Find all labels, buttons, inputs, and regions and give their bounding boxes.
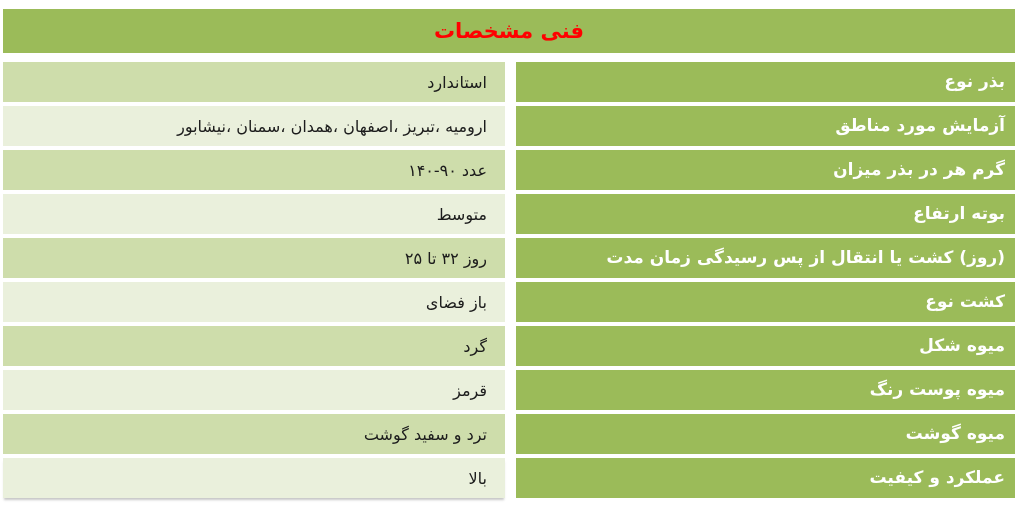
spec-rows bbox=[3, 62, 1015, 498]
spec-row bbox=[3, 238, 1015, 278]
spec-value-cell: قرمز bbox=[3, 370, 505, 410]
spec-value-cell: فضای ‎باز bbox=[3, 282, 505, 322]
spec-value-cell: استاندارد bbox=[3, 62, 505, 102]
spec-row bbox=[3, 370, 1015, 410]
spec-label-cell: ارتفاع ‎بوته bbox=[516, 194, 1015, 234]
spec-label-cell: مدت ‎زمان ‎رسیدگی ‎پس ‎از ‎انتقال ‎یا ‎کشت ‎(روز) bbox=[516, 238, 1015, 278]
spec-value-cell: گرد bbox=[3, 326, 505, 366]
spec-value-cell: بالا bbox=[3, 458, 505, 498]
spec-label-cell: رنگ ‎پوست ‎میوه bbox=[516, 370, 1015, 410]
spec-value-cell: ۲۵ ‎تا ‎۳۲ ‎روز bbox=[3, 238, 505, 278]
spec-label-cell: میزان ‎بذر ‎در ‎هر ‎گرم bbox=[516, 150, 1015, 190]
spec-label-cell: شکل ‎میوه bbox=[516, 326, 1015, 366]
spec-value-cell: ۱۴۰-۹۰ ‎عدد bbox=[3, 150, 505, 190]
spec-value-cell: نیشابور، ‎سمنان، ‎همدان، ‎اصفهان، ‎تبریز، ‎ارومیه bbox=[3, 106, 505, 146]
spec-row bbox=[3, 106, 1015, 146]
spec-label-cell: کیفیت ‎و ‎عملکرد bbox=[516, 458, 1015, 498]
spec-row bbox=[3, 414, 1015, 454]
spec-label-cell: مناطق ‎مورد ‎آزمایش bbox=[516, 106, 1015, 146]
spec-row bbox=[3, 194, 1015, 234]
spec-value-cell: متوسط bbox=[3, 194, 505, 234]
technical-specs-table bbox=[3, 9, 1015, 498]
spec-row bbox=[3, 282, 1015, 322]
spec-label-cell: گوشت ‎میوه bbox=[516, 414, 1015, 454]
spec-row bbox=[3, 150, 1015, 190]
table-title: مشخصات ‎فنی bbox=[3, 9, 1015, 53]
spec-row bbox=[3, 62, 1015, 102]
spec-label-cell: نوع ‎بذر bbox=[516, 62, 1015, 102]
spec-row bbox=[3, 458, 1015, 498]
spec-value-cell: گوشت ‎سفید ‎و ‎ترد bbox=[3, 414, 505, 454]
spec-label-cell: نوع ‎کشت bbox=[516, 282, 1015, 322]
spec-row bbox=[3, 326, 1015, 366]
